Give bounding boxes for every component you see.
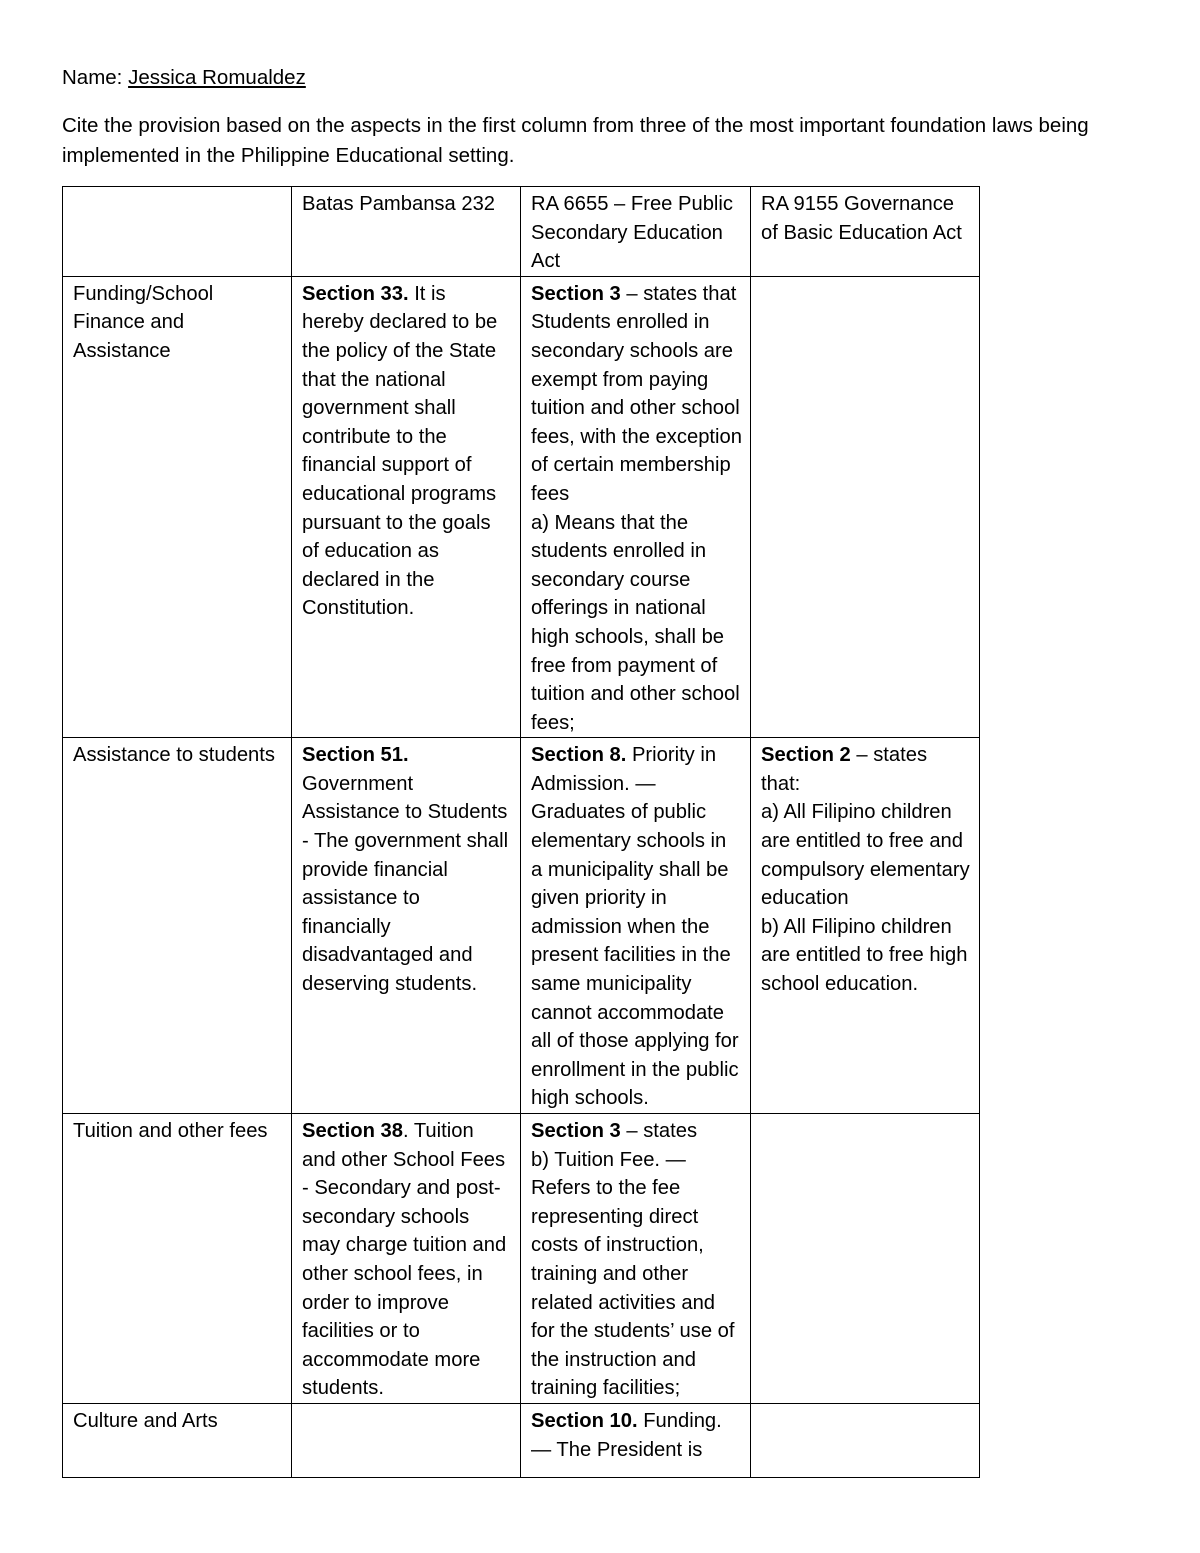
provision-text: . Tuition and other School Fees - Secondary and post-secondary schools may charge tuition and other school fees, in order to improve facilities or to accommodate more students. bbox=[302, 1120, 512, 1400]
provision-subclause: a) Means that the students enrolled in secondary course offerings in national high schools, shall be free from payment of tuition and other school fees; bbox=[531, 511, 746, 734]
table-row bbox=[63, 276, 980, 738]
provision-text: Funding. — The President is bbox=[531, 1409, 728, 1461]
aspect-cell: Culture and Arts bbox=[63, 1403, 292, 1477]
provision-text: – states bbox=[620, 1120, 698, 1142]
ra6655-cell bbox=[521, 738, 751, 1114]
table-row bbox=[63, 1114, 980, 1404]
provision-text: – states that: bbox=[761, 744, 933, 795]
section-number: Section 3 bbox=[531, 282, 621, 305]
section-number: Section 10. bbox=[531, 1409, 638, 1432]
header-cell-ra6655: RA 6655 – Free Public Secondary Education Act bbox=[521, 187, 751, 277]
provision-subclause: a) All Filipino children are entitled to free and compulsory elementary education bbox=[761, 801, 976, 910]
ra6655-cell bbox=[521, 1114, 751, 1404]
instructions-text: Cite the provision based on the aspects in the first column from three of the most important foundation laws being implemented in the Philippine Educational setting. bbox=[62, 114, 1089, 167]
bp232-cell bbox=[292, 1403, 521, 1477]
ra9155-cell bbox=[751, 276, 980, 738]
bp232-cell bbox=[292, 738, 521, 1114]
ra9155-cell bbox=[751, 1114, 980, 1404]
name-line bbox=[62, 64, 306, 92]
section-number: Section 8. bbox=[531, 744, 627, 767]
provision-text: Priority in Admission. — Graduates of public elementary schools in a municipality shall be given priority in admission when the present facilities in the same municipality cannot accommodate all of those applying for enrollment in the public high schools. bbox=[531, 744, 745, 1110]
header-cell-bp232: Batas Pambansa 232 bbox=[292, 187, 521, 277]
header-cell-ra9155: RA 9155 Governance of Basic Education Act bbox=[751, 187, 980, 277]
provision-text: – states that Students enrolled in secondary schools are exempt from paying tuition and other school fees, with the exception of certain membership fees bbox=[531, 282, 748, 505]
header-cell-aspect bbox=[63, 187, 292, 277]
section-number: Section 51. bbox=[302, 744, 409, 767]
aspect-cell: Funding/School Finance and Assistance bbox=[63, 276, 292, 738]
ra9155-cell bbox=[751, 1403, 980, 1477]
table-header-row bbox=[63, 187, 980, 277]
bp232-cell bbox=[292, 1114, 521, 1404]
ra6655-cell bbox=[521, 1403, 751, 1477]
provision-text: It is hereby declared to be the policy of the State that the national government shall contribute to the financial support of educational programs pursuant to the goals of education as declared in the Constitution. bbox=[302, 282, 503, 620]
ra6655-cell bbox=[521, 276, 751, 738]
provision-text: Government Assistance to Students - The government shall provide financial assistance to financially disadvantaged and deserving students. bbox=[302, 744, 514, 996]
aspect-cell: Assistance to students bbox=[63, 738, 292, 1114]
table-row bbox=[63, 1403, 980, 1477]
laws-comparison-table bbox=[62, 186, 980, 1478]
section-number: Section 33. bbox=[302, 282, 409, 305]
aspect-cell: Tuition and other fees bbox=[63, 1114, 292, 1404]
section-number: Section 3 bbox=[531, 1120, 621, 1142]
name-label: Name: bbox=[62, 66, 129, 89]
section-number: Section 2 bbox=[761, 744, 851, 767]
table-row bbox=[63, 738, 980, 1114]
student-name: Jessica Romualdez bbox=[128, 66, 306, 89]
bp232-cell bbox=[292, 276, 521, 738]
ra9155-cell bbox=[751, 738, 980, 1114]
section-number: Section 38 bbox=[302, 1120, 403, 1142]
provision-subclause: b) All Filipino children are entitled to free high school education. bbox=[761, 915, 974, 996]
provision-subclause: b) Tuition Fee. — Refers to the fee representing direct costs of instruction, training and other related activities and for the students’ use of the instruction and training facilities; bbox=[531, 1148, 741, 1400]
